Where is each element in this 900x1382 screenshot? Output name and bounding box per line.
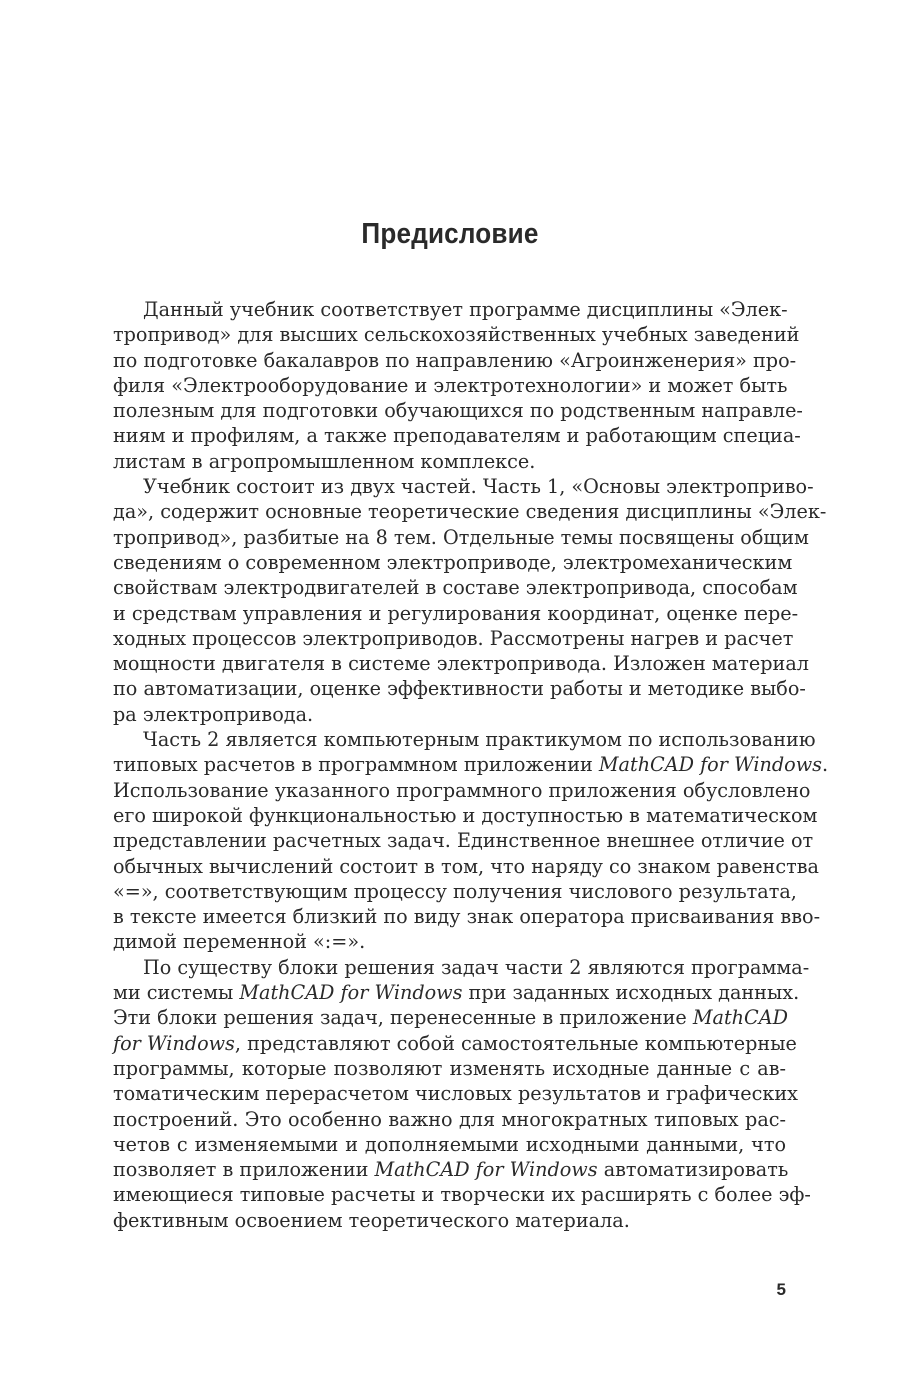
text-line bbox=[113, 752, 829, 777]
text-line: филя «Электрооборудование и электротехнологии» и может быть bbox=[113, 373, 788, 397]
text-line: имеющиеся типовые расчеты и творчески их расширять с более эф- bbox=[113, 1183, 811, 1207]
text-line: в тексте имеется близкий по виду знак оператора присваивания вво- bbox=[113, 905, 821, 929]
text-line: мощности двигателя в системе электропривода. Изложен материал bbox=[113, 652, 809, 676]
text-line: ходных процессов электроприводов. Рассмотрены нагрев и расчет bbox=[113, 626, 794, 650]
text-line bbox=[113, 980, 800, 1005]
page-title: Предисловие bbox=[361, 218, 539, 250]
text-line: ра электропривода. bbox=[113, 702, 314, 726]
text-line: тропривод», разбитые на 8 тем. Отдельные темы посвящены общим bbox=[113, 525, 809, 549]
text-line: представлении расчетных задач. Единственное внешнее отличие от bbox=[113, 829, 814, 853]
italic-term: MathCAD for Windows bbox=[239, 981, 463, 1005]
text-line: Данный учебник соответствует программе дисциплины «Элек- bbox=[143, 298, 788, 321]
text-line: «=», соответствующим процессу получения числового результата, bbox=[113, 879, 797, 903]
text-fragment: . bbox=[822, 753, 829, 777]
text-fragment: автоматизировать bbox=[597, 1158, 789, 1182]
italic-term: MathCAD for Windows bbox=[374, 1158, 598, 1182]
body-text bbox=[113, 297, 829, 1233]
italic-term: MathCAD for Windows bbox=[598, 753, 822, 777]
text-line: четов с изменяемыми и дополняемыми исходными данными, что bbox=[113, 1132, 786, 1156]
text-line: По существу блоки решения задач части 2 являются программа- bbox=[143, 955, 810, 979]
text-line: его широкой функциональностью и доступностью в математическом bbox=[113, 803, 818, 827]
text-line: Использование указанного программного приложения обусловлено bbox=[113, 778, 811, 802]
text-line: томатическим перерасчетом числовых результатов и графических bbox=[113, 1082, 798, 1106]
text-line: построений. Это особенно важно для многократных типовых рас- bbox=[113, 1107, 786, 1131]
text-line bbox=[113, 1031, 797, 1056]
text-line: Часть 2 является компьютерным практикумом по использованию bbox=[143, 728, 816, 752]
text-fragment: , представляют собой самостоятельные компьютерные bbox=[234, 1031, 797, 1055]
italic-term: MathCAD bbox=[692, 1006, 788, 1030]
text-line: ниям и профилям, а также преподавателям и работающим специа- bbox=[113, 424, 801, 448]
text-line: димой переменной «:=». bbox=[113, 930, 366, 954]
text-line: по подготовке бакалавров по направлению «Агроинженерия» про- bbox=[113, 348, 797, 372]
text-line: программы, которые позволяют изменять исходные данные с ав- bbox=[113, 1056, 786, 1080]
text-line: сведениям о современном электроприводе, электромеханическим bbox=[113, 550, 793, 574]
text-line: фективным освоением теоретического материала. bbox=[113, 1208, 630, 1232]
text-fragment: типовых расчетов в программном приложении bbox=[113, 753, 599, 777]
text-line: да», содержит основные теоретические сведения дисциплины «Элек- bbox=[113, 500, 827, 524]
text-fragment: Эти блоки решения задач, перенесенные в приложение bbox=[113, 1006, 693, 1030]
text-fragment: позволяет в приложении bbox=[113, 1158, 375, 1182]
text-line: свойствам электродвигателей в составе электропривода, способам bbox=[113, 576, 798, 600]
text-line bbox=[113, 1005, 786, 1030]
text-line: обычных вычислений состоит в том, что наряду со знаком равенства bbox=[113, 854, 819, 878]
text-line: тропривод» для высших сельскохозяйственных учебных заведений bbox=[113, 323, 800, 347]
text-line: и средствам управления и регулирования координат, оценке пере- bbox=[113, 601, 799, 625]
text-line: листам в агропромышленном комплексе. bbox=[113, 449, 536, 473]
text-fragment: при заданных исходных данных. bbox=[462, 981, 800, 1005]
page-number: 5 bbox=[776, 1280, 786, 1299]
text-line: полезным для подготовки обучающихся по родственным направле- bbox=[113, 399, 803, 423]
text-line: по автоматизации, оценке эффективности работы и методике выбо- bbox=[113, 677, 806, 701]
text-line: Учебник состоит из двух частей. Часть 1, «Основы электроприво- bbox=[143, 475, 814, 499]
italic-term: for Windows bbox=[113, 1031, 235, 1055]
text-line bbox=[113, 1157, 789, 1182]
text-fragment: ми системы bbox=[113, 981, 240, 1005]
